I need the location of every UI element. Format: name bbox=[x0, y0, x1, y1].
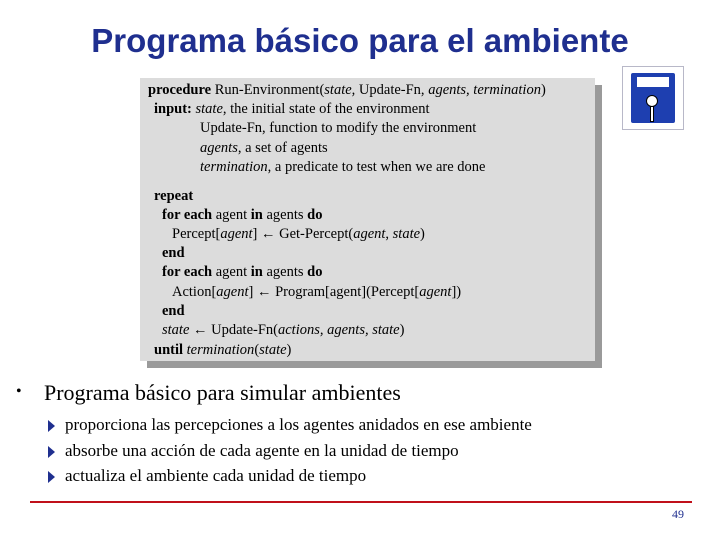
keyword-do: do bbox=[307, 207, 323, 223]
keyword-do: do bbox=[307, 264, 323, 280]
code-line-program bbox=[172, 284, 461, 301]
percept-array: Percept[ bbox=[172, 226, 221, 242]
input-state-desc: , the initial state of the environment bbox=[222, 101, 430, 117]
keyword-for-each: for each bbox=[162, 264, 213, 280]
param-termination: termination bbox=[473, 82, 541, 98]
param-update-fn: Update-Fn, bbox=[358, 82, 425, 98]
keyword-for-each: for each bbox=[162, 207, 213, 223]
code-line-update bbox=[162, 322, 404, 339]
input-termination: termination bbox=[200, 159, 268, 175]
page-number: 49 bbox=[672, 507, 684, 521]
termination-arg: state bbox=[259, 342, 287, 358]
code-line-for-each-1 bbox=[162, 207, 322, 224]
bullet-main-text: Programa básico para simular ambientes bbox=[44, 380, 401, 405]
param-agents: agents, bbox=[428, 82, 470, 98]
code-line-agents bbox=[200, 140, 328, 157]
code-line-until bbox=[154, 342, 291, 359]
get-percept-arg-agent: agent bbox=[353, 226, 386, 242]
sub-bullet-2 bbox=[48, 441, 459, 461]
floppy-stem bbox=[650, 106, 654, 122]
code-line-get-percept bbox=[172, 226, 425, 243]
termination-call: termination bbox=[186, 342, 255, 358]
slide-title: Programa básico para el ambiente bbox=[91, 22, 629, 59]
code-line-input bbox=[154, 101, 429, 118]
bullet-dot-icon: • bbox=[16, 383, 22, 400]
procedure-name: Run-Environment( bbox=[214, 82, 325, 98]
paren-close: ) bbox=[420, 226, 425, 242]
sub-bullet-3 bbox=[48, 466, 366, 486]
paren-close: ) bbox=[540, 82, 546, 98]
sub-bullet-text: proporciona las percepciones a los agentes anidados en ese ambiente bbox=[65, 415, 532, 434]
paren-close: ]) bbox=[451, 284, 462, 300]
sub-bullet-text: actualiza el ambiente cada unidad de tiempo bbox=[65, 466, 367, 485]
update-fn-call: ← Update-Fn( bbox=[189, 322, 278, 338]
keyword-input: input: bbox=[154, 101, 192, 117]
param-state: state, bbox=[324, 82, 356, 98]
input-agents: agents bbox=[200, 140, 238, 156]
input-agents-desc: , a set of agents bbox=[237, 140, 328, 156]
floppy-disk-icon bbox=[622, 66, 684, 130]
loop-set: agents bbox=[266, 207, 304, 223]
get-percept-call: ] ← Get-Percept( bbox=[252, 226, 354, 242]
input-state: state bbox=[195, 101, 223, 117]
code-line-repeat: repeat bbox=[154, 188, 194, 204]
keyword-procedure: procedure bbox=[148, 82, 212, 98]
get-percept-arg-state: state bbox=[392, 226, 421, 242]
loop-var: agent bbox=[215, 207, 248, 223]
sub-bullet-1 bbox=[48, 415, 532, 435]
paren-close: ) bbox=[286, 342, 292, 358]
triangle-arrow-icon bbox=[48, 471, 55, 483]
percept-index: agent bbox=[419, 284, 452, 300]
loop-set: agents bbox=[266, 264, 304, 280]
paren-open: ( bbox=[254, 342, 260, 358]
action-index: agent bbox=[216, 284, 249, 300]
code-line-end-2: end bbox=[162, 303, 185, 319]
code-line-termination bbox=[200, 159, 485, 176]
percept-index: agent bbox=[220, 226, 253, 242]
sub-bullet-text: absorbe una acción de cada agente en la unidad de tiempo bbox=[65, 441, 459, 460]
triangle-arrow-icon bbox=[48, 420, 55, 432]
keyword-in: in bbox=[250, 207, 263, 223]
program-call: ] ← Program[agent](Percept[ bbox=[248, 284, 420, 300]
comma: , bbox=[385, 226, 393, 242]
input-termination-desc: , a predicate to test when we are done bbox=[267, 159, 486, 175]
loop-var: agent bbox=[215, 264, 248, 280]
footer-rule bbox=[30, 501, 692, 503]
paren-close: ) bbox=[399, 322, 405, 338]
keyword-until: until bbox=[154, 342, 184, 358]
keyword-in: in bbox=[250, 264, 263, 280]
state-var: state bbox=[162, 322, 190, 338]
code-line-for-each-2 bbox=[162, 264, 322, 281]
code-line-procedure bbox=[148, 82, 546, 99]
pseudocode-box bbox=[140, 78, 595, 361]
update-fn-args: actions, agents, state bbox=[277, 322, 400, 338]
code-line-end-1: end bbox=[162, 245, 185, 261]
floppy-label bbox=[637, 77, 669, 87]
action-array: Action[ bbox=[172, 284, 217, 300]
code-line-update-fn: Update-Fn, function to modify the environment bbox=[200, 120, 477, 136]
triangle-arrow-icon bbox=[48, 446, 55, 458]
floppy-body bbox=[631, 73, 675, 123]
